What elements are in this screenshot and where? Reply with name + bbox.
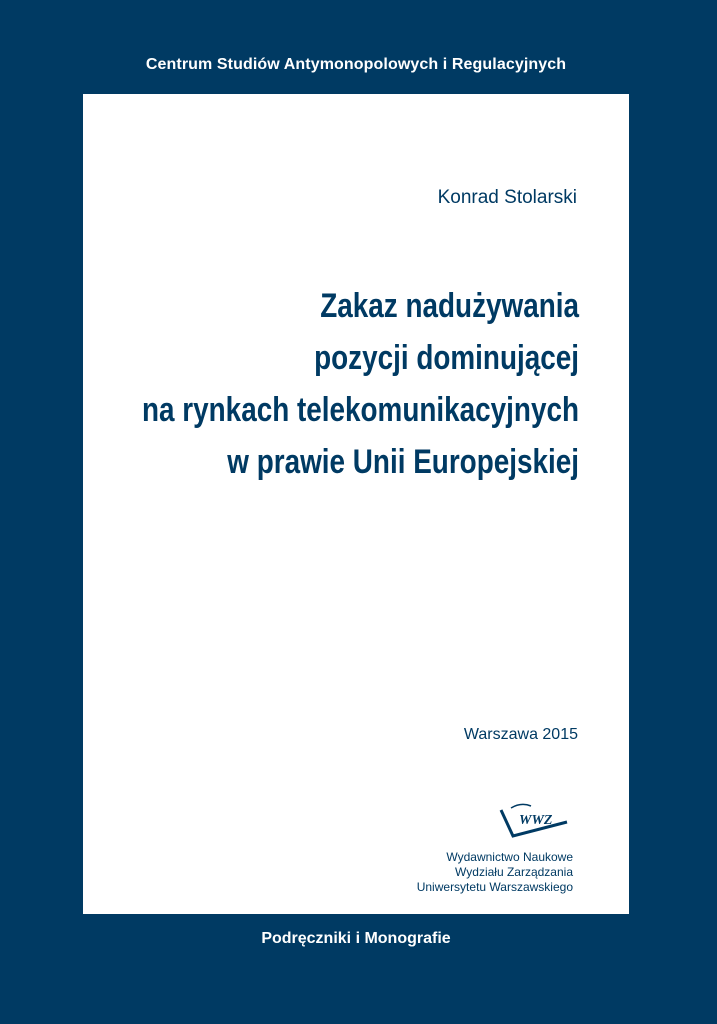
title-line: na rynkach telekomunikacyjnych <box>142 391 579 429</box>
publisher-line: Wydawnictwo Naukowe <box>446 850 573 864</box>
cover-panel <box>83 94 629 914</box>
publisher-line: Wydziału Zarządzania <box>455 865 573 879</box>
publisher-name <box>417 850 573 895</box>
book-title <box>71 280 579 488</box>
title-line: Zakaz nadużywania <box>320 287 579 325</box>
author-name: Konrad Stolarski <box>437 187 577 208</box>
title-line: pozycji dominującej <box>314 339 579 377</box>
institution-name: Centrum Studiów Antymonopolowych i Regulacyjnych <box>145 56 567 73</box>
place-year: Warszawa 2015 <box>463 726 578 743</box>
logo-text: WWZ <box>519 813 553 828</box>
title-line: w prawie Unii Europejskiej <box>227 443 579 481</box>
publisher-line: Uniwersytetu Warszawskiego <box>416 880 573 894</box>
publisher-logo <box>497 800 571 840</box>
series-name: Podręczniki i Monografie <box>261 930 451 947</box>
